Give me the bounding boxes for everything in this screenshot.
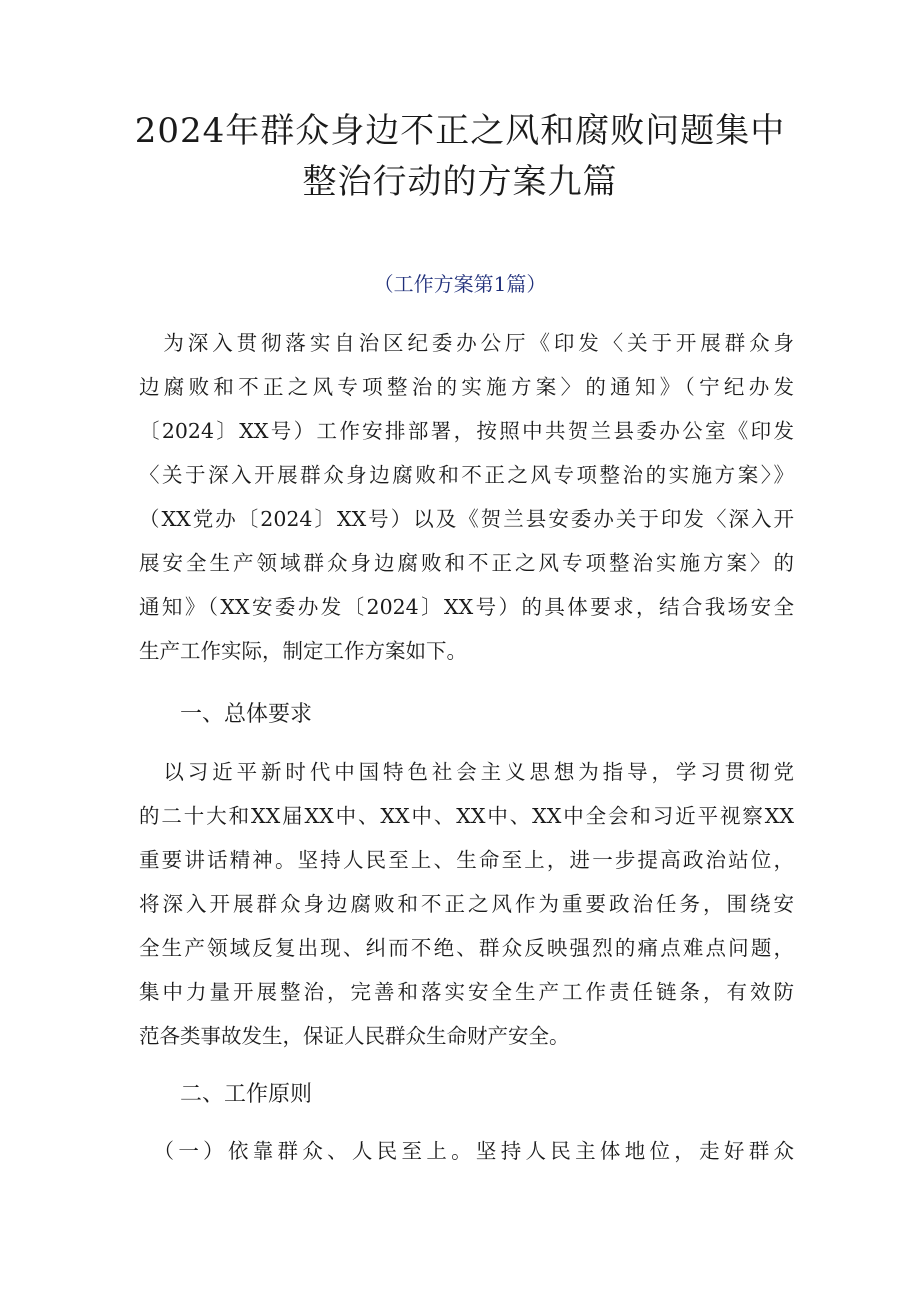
paragraph-line: 边腐败和不正之风专项整治的实施方案〉的通知》（宁纪办发: [139, 375, 794, 399]
paragraph-line: 将深入开展群众身边腐败和不正之风作为重要政治任务，围绕安: [139, 892, 794, 916]
document-subtitle: （工作方案第1篇）: [373, 272, 547, 296]
paragraph-line: 为深入贯彻落实自治区纪委办公厅《印发〈关于开展群众身: [139, 331, 794, 355]
section-heading-2: 二、工作原则: [180, 1082, 313, 1107]
document-title-line-2: 整治行动的方案九篇: [302, 162, 618, 202]
paragraph-line: 重要讲话精神。坚持人民至上、生命至上，进一步提高政治站位，: [139, 848, 794, 872]
paragraph-line: 生产工作实际，制定工作方案如下。: [139, 639, 467, 663]
paragraph-line: 范各类事故发生，保证人民群众生命财产安全。: [139, 1024, 570, 1048]
paragraph-line: 集中力量开展整治，完善和落实安全生产工作责任链条，有效防: [139, 980, 794, 1004]
paragraph-line: （XX党办〔2024〕XX号）以及《贺兰县安委办关于印发〈深入开: [139, 507, 794, 531]
paragraph-line: 的二十大和XX届XX中、XX中、XX中、XX中全会和习近平视察XX: [139, 804, 794, 828]
paragraph-line: 〔2024〕XX号）工作安排部署，按照中共贺兰县委办公室《印发: [139, 419, 794, 443]
paragraph-line: （一）依靠群众、人民至上。坚持人民主体地位，走好群众: [139, 1139, 794, 1163]
paragraph-line: 〈关于深入开展群众身边腐败和不正之风专项整治的实施方案〉》: [139, 463, 794, 487]
paragraph-line: 全生产领域反复出现、纠而不绝、群众反映强烈的痛点难点问题，: [139, 936, 794, 960]
paragraph-line: 以习近平新时代中国特色社会主义思想为指导，学习贯彻党: [139, 760, 794, 784]
paragraph-line: 通知》（XX安委办发〔2024〕XX号）的具体要求，结合我场安全: [139, 595, 794, 619]
paragraph-line: 展安全生产领域群众身边腐败和不正之风专项整治实施方案〉的: [139, 551, 794, 575]
section-heading-1: 一、总体要求: [180, 702, 313, 727]
document-title-line-1: 2024年群众身边不正之风和腐败问题集中: [134, 111, 786, 151]
